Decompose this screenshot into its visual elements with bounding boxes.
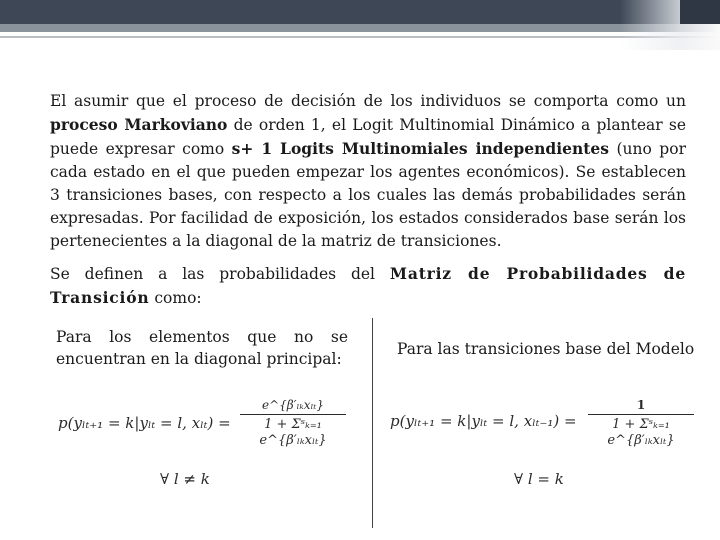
intro-text-1: El asumir que el proceso de decisión de los individuos se comporta como un	[50, 92, 686, 110]
header-divider-line	[0, 36, 720, 38]
definition-bold-matrix: Matriz de Probabilidades de Transición	[50, 264, 686, 307]
equation-right-denominator: 1 + Σˢₖ₌₁ e^{β′ₗₖxₗₜ}	[607, 417, 675, 448]
intro-text-2: de orden 1, el Logit Multinomial Dinámico a plantear se puede expresar como	[50, 116, 686, 158]
definition-text-1: Se definen a las probabilidades del	[50, 265, 390, 283]
equation-left-fraction	[240, 398, 346, 449]
equation-right-numerator: 1	[636, 398, 646, 412]
column-divider	[372, 318, 373, 528]
header-bar	[0, 0, 720, 24]
equation-right-fraction	[588, 398, 694, 449]
equation-left-denominator: 1 + Σˢₖ₌₁ e^{β′ₗₖxₗₜ}	[259, 417, 327, 448]
header-accent-bar	[0, 24, 720, 32]
fraction-bar	[240, 414, 346, 415]
intro-text-3: (uno por cada estado en el que pueden empezar los agentes económicos). Se establecen 3 transiciones bases, con respecto a los cuales las demás probabilidades serán expresadas. Por facilidad de exposición, los estados considerados base serán los pertenecientes a la diagonal de la matriz de transiciones.	[50, 140, 686, 250]
intro-bold-logits: s+ 1 Logits Multinomiales independientes	[231, 139, 610, 158]
definition-paragraph	[50, 262, 686, 310]
corner-block	[680, 0, 720, 24]
definition-text-2: como:	[149, 289, 202, 307]
fraction-bar	[588, 414, 694, 415]
condition-left: ∀ l ≠ k	[160, 470, 210, 488]
condition-right: ∀ l = k	[514, 470, 564, 488]
right-column-label: Para las transiciones base del Modelo	[397, 340, 695, 358]
equation-left-numerator: e^{β′ₗₖxₗₜ}	[261, 398, 324, 412]
equation-right-lhs: p(yₗₜ₊₁ = k|yₗₜ = l, xₗₜ₋₁) =	[390, 412, 577, 430]
intro-bold-markov: proceso Markoviano	[50, 115, 228, 134]
intro-paragraph	[50, 90, 686, 253]
left-column-label: Para los elementos que no se encuentran en la diagonal principal:	[56, 328, 348, 368]
equation-left-lhs: p(yₗₜ₊₁ = k|yₗₜ = l, xₗₜ) =	[58, 414, 231, 432]
